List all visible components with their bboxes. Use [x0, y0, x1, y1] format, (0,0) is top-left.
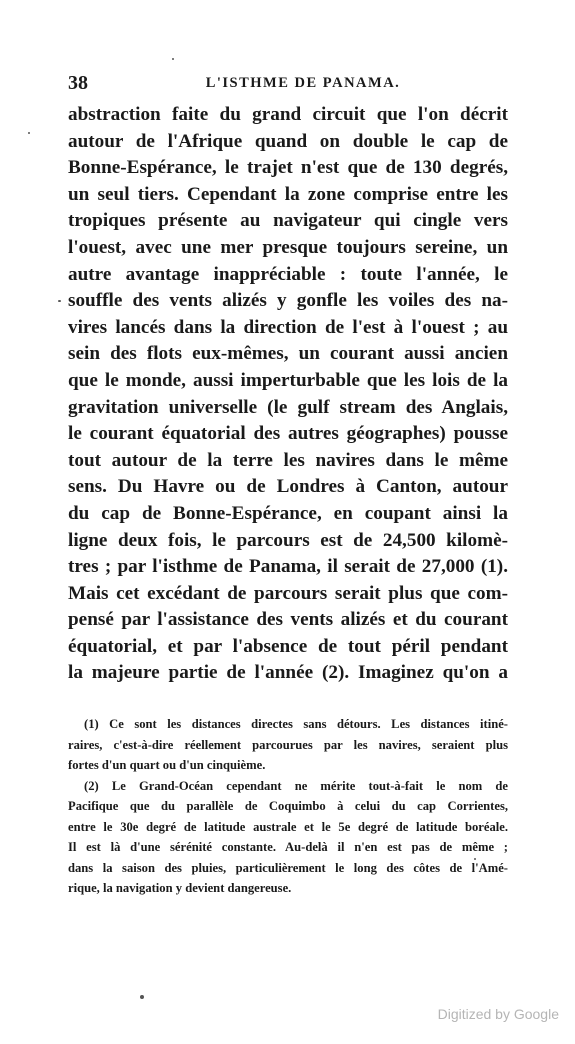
ink-speck — [474, 858, 476, 860]
footnote-line: (1) Ce sont les distances directes sans détours. Les distances itiné- — [84, 717, 508, 731]
body-text — [68, 102, 508, 687]
footnote-line: fortes d'un quart ou d'un cinquième. — [68, 758, 266, 772]
ink-speck — [28, 132, 30, 134]
footnote-line: Pacifique que du parallèle de Coquimbo à celui du cap Corrientes, — [68, 799, 508, 813]
footnote-line: raires, c'est-à-dire réellement parcourues par les navires, seraient plus — [68, 737, 508, 752]
ink-speck — [140, 995, 144, 999]
body-line: Bonne-Espérance, le trajet n'est que de 130 degrés, — [68, 157, 508, 179]
body-line: abstraction faite du grand circuit que l'on décrit — [68, 104, 508, 125]
body-line: tres ; par l'isthme de Panama, il serait de 27,000 (1). — [68, 556, 508, 578]
ink-speck — [172, 58, 174, 60]
body-line: autour de l'Afrique quand on double le cap de — [68, 130, 508, 152]
footnote-line: Il est là d'une sérénité constante. Au-delà il n'en est pas de même ; — [68, 840, 508, 854]
body-line: équatorial, et par l'absence de tout péril pendant — [68, 635, 508, 657]
watermark: Digitized by Google — [437, 1006, 559, 1022]
body-line: vires lancés dans la direction de l'est à l'ouest ; au — [68, 316, 508, 338]
body-line: gravitation universelle (le gulf stream des Anglais, — [68, 396, 508, 418]
footnote-line: entre le 30e degré de latitude australe et le 5e degré de latitude boréale. — [68, 819, 508, 834]
footnote-line: dans la saison des pluies, particulièrement le long des côtes de l'Amé- — [68, 860, 508, 875]
running-title: L'ISTHME DE PANAMA. — [205, 75, 401, 91]
body-line: ligne deux fois, le parcours est de 24,500 kilomè- — [68, 529, 508, 551]
body-line: du cap de Bonne-Espérance, en coupant ainsi la — [68, 502, 508, 524]
body-line: tout autour de la terre les navires dans le même — [68, 449, 508, 471]
body-line: souffle des vents alizés y gonfle les voiles des na- — [68, 290, 508, 312]
body-line: autre avantage inappréciable : toute l'année, le — [68, 263, 508, 285]
body-line: le courant équatorial des autres géographes) pousse — [68, 423, 508, 445]
body-line: que le monde, aussi imperturbable que les lois de la — [68, 369, 508, 391]
footnote-line: rique, la navigation y devient dangereuse. — [68, 881, 292, 895]
body-line: pensé par l'assistance des vents alizés et du courant — [68, 609, 508, 631]
body-line: sein des flots eux-mêmes, un courant aussi ancien — [68, 343, 508, 365]
page-header — [68, 72, 508, 96]
body-line: Mais cet excédant de parcours serait plus que com- — [68, 582, 508, 604]
ink-speck — [58, 300, 61, 302]
body-line: un seul tiers. Cependant la zone comprise entre les — [68, 183, 508, 205]
footnotes — [68, 714, 508, 899]
page-number: 38 — [68, 72, 88, 94]
body-line: la majeure partie de l'année (2). Imaginez qu'on a — [68, 662, 508, 684]
body-line: sens. Du Havre ou de Londres à Canton, autour — [68, 476, 508, 498]
footnote-line: (2) Le Grand-Océan cependant ne mérite tout-à-fait le nom de — [84, 778, 508, 793]
body-line: l'ouest, avec une mer presque toujours sereine, un — [68, 236, 508, 258]
body-line: tropiques présente au navigateur qui cingle vers — [68, 210, 508, 232]
